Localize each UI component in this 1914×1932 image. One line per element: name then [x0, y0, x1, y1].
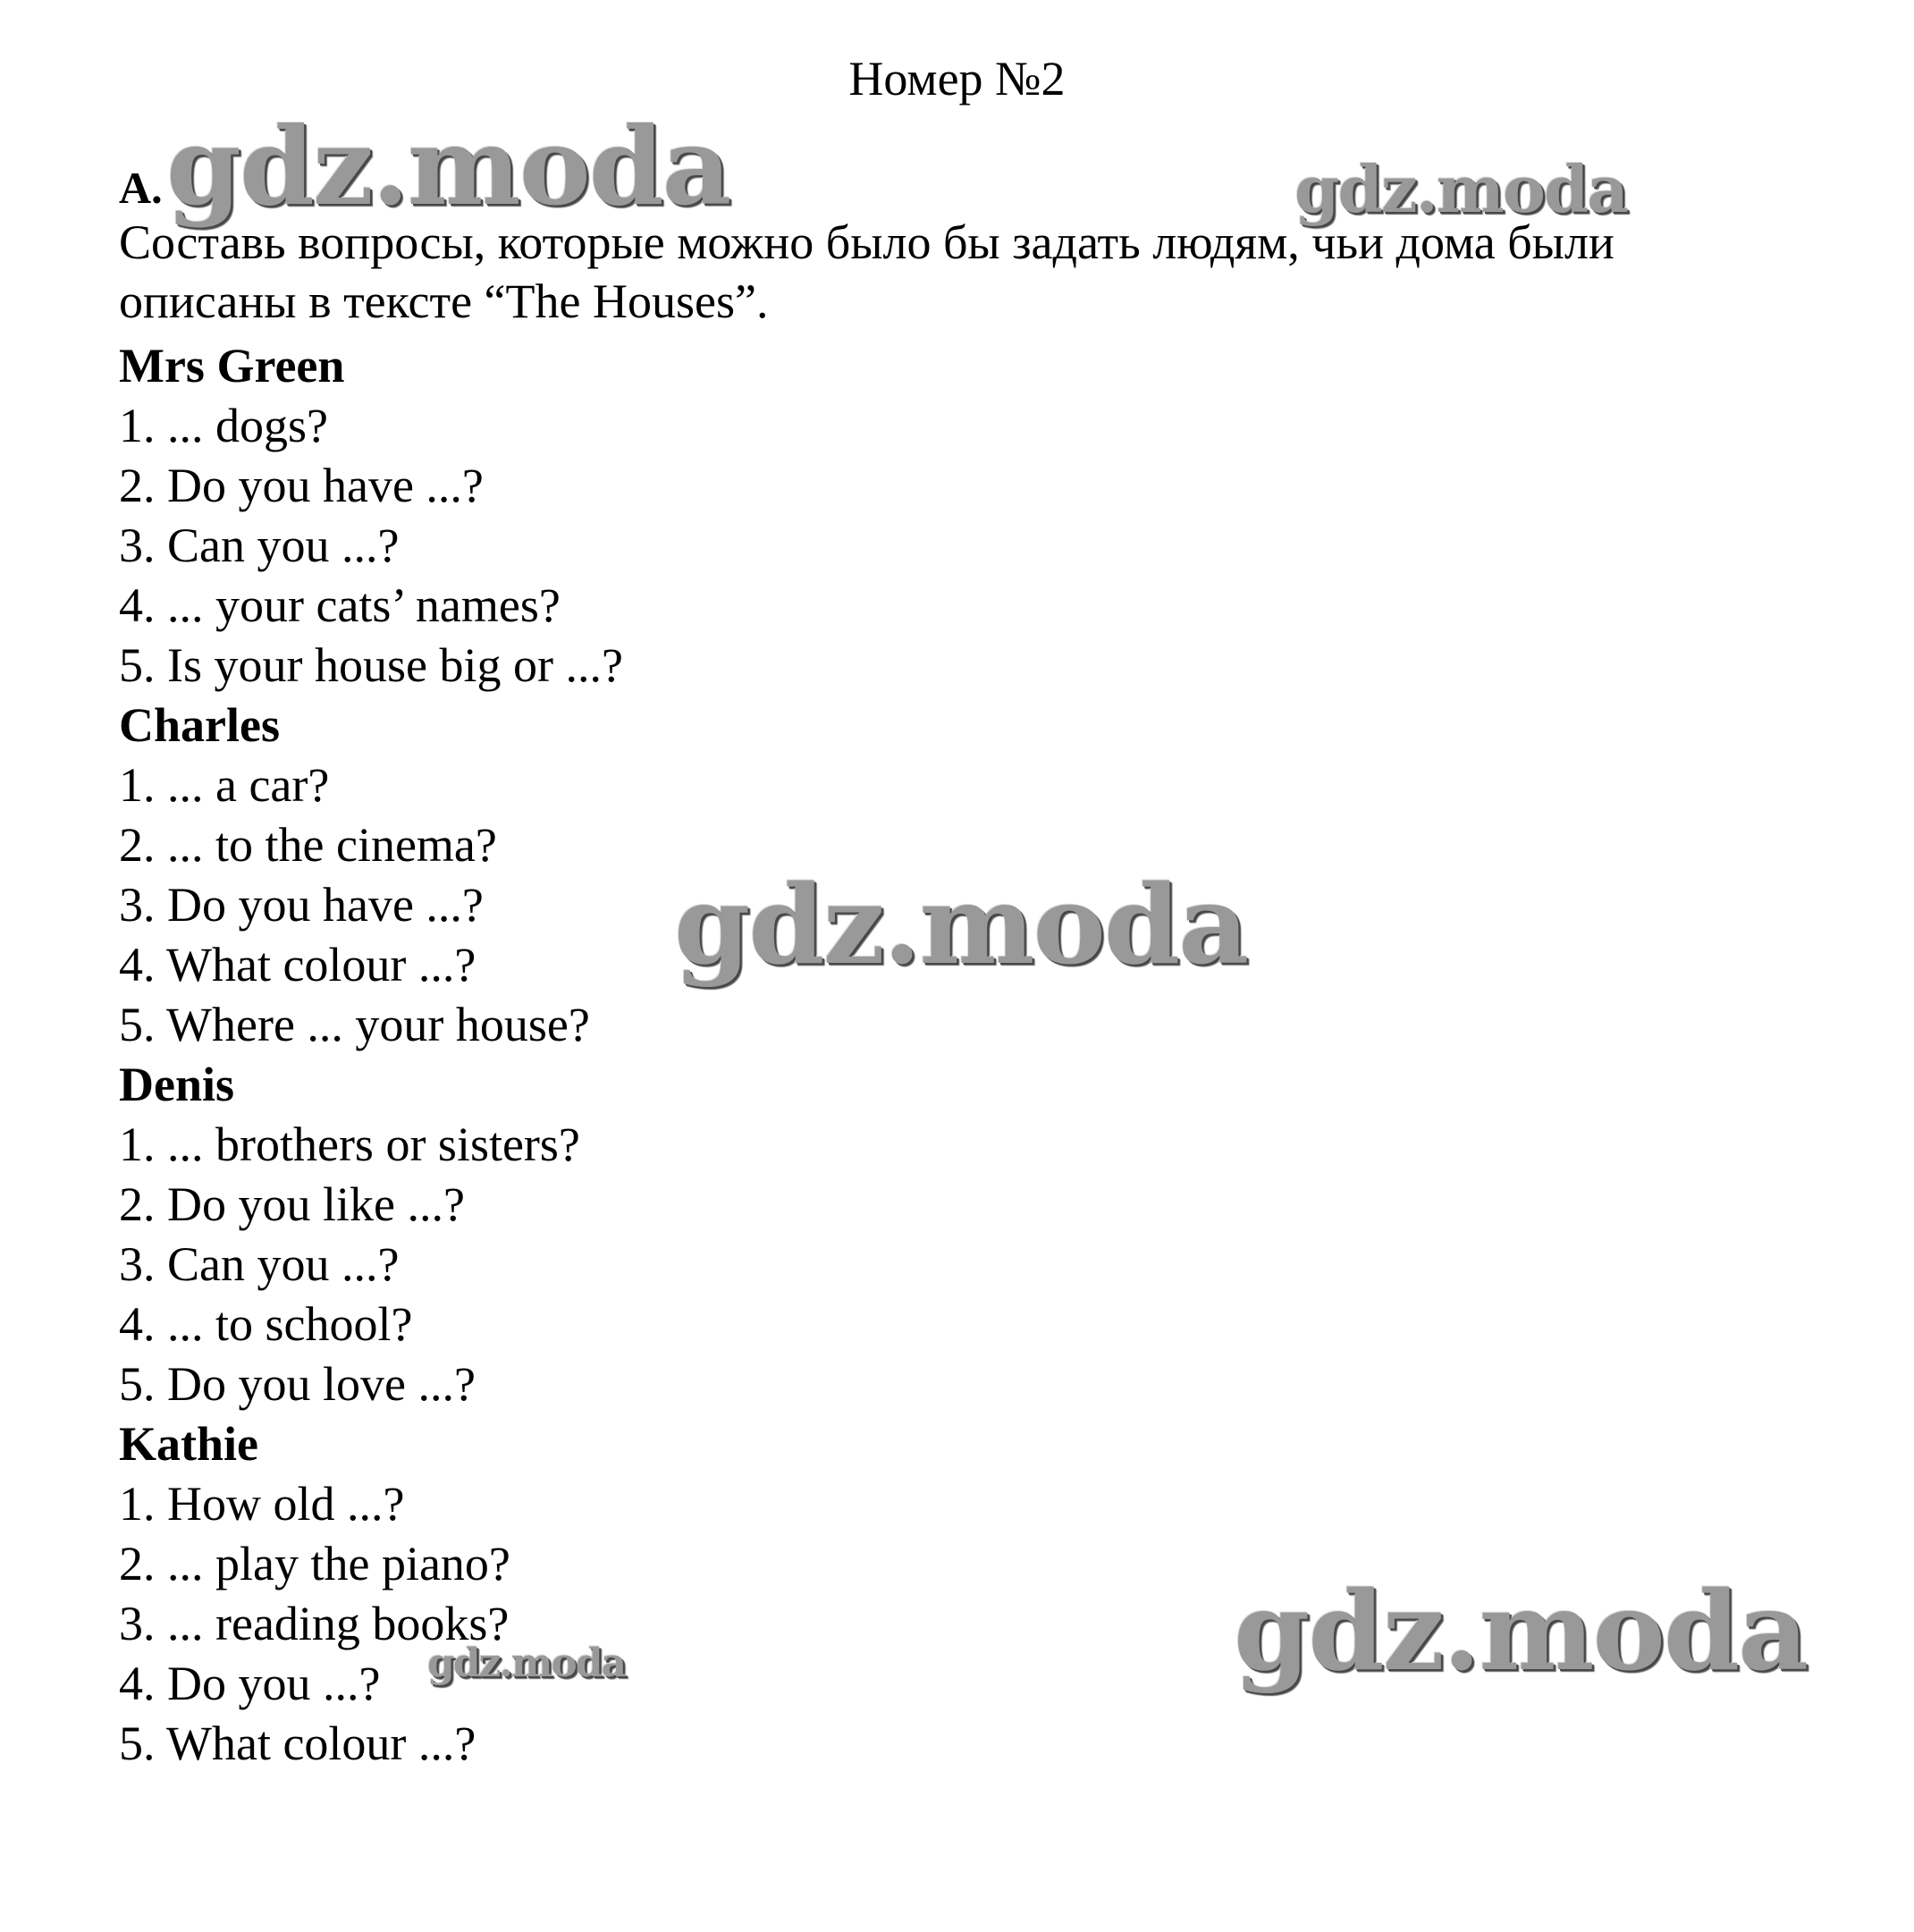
watermark-logo: gdz.moda	[1234, 1566, 1808, 1695]
watermark-logo: gdz.moda	[674, 860, 1248, 989]
task-instruction: Составь вопросы, которые можно было бы задать людям, чьи дома были описаны в тексте “The Houses”.	[119, 215, 1615, 328]
section-denis	[119, 1055, 1817, 1414]
question-item: 5. What colour ...?	[119, 1717, 476, 1770]
page-title: Номер №2	[848, 52, 1066, 105]
question-item: 2. Do you have ...?	[119, 459, 484, 512]
question-item: 2. ... to the cinema?	[119, 818, 497, 872]
section-heading: Charles	[119, 698, 280, 752]
question-item: 5. Do you love ...?	[119, 1357, 476, 1411]
watermark-logo: gdz.moda	[1294, 151, 1627, 227]
question-item: 1. ... dogs?	[119, 399, 328, 452]
question-item: 2. ... play the piano?	[119, 1537, 510, 1590]
question-item: 5. Where ... your house?	[119, 998, 590, 1051]
question-item: 1. How old ...?	[119, 1477, 405, 1531]
question-item: 3. ... reading books?	[119, 1597, 510, 1650]
question-item: 4. Do you ...?	[119, 1657, 381, 1710]
question-item: 1. ... a car?	[119, 758, 330, 812]
question-item: 3. Can you ...?	[119, 1237, 400, 1291]
question-item: 4. ... to school?	[119, 1297, 413, 1351]
question-item: 5. Is your house big or ...?	[119, 638, 623, 692]
question-item: 4. What colour ...?	[119, 938, 476, 991]
question-item: 4. ... your cats’ names?	[119, 578, 561, 632]
question-item: 1. ... brothers or sisters?	[119, 1118, 580, 1171]
watermark-logo: gdz.moda	[427, 1641, 626, 1686]
question-item: 2. Do you like ...?	[119, 1177, 465, 1231]
section-heading: Denis	[119, 1058, 235, 1111]
watermark-logo: gdz.moda	[166, 104, 730, 230]
section-heading: Mrs Green	[119, 339, 345, 392]
question-item: 3. Can you ...?	[119, 519, 400, 572]
section-mrs-green	[119, 336, 1817, 696]
exercise-label: A.	[119, 163, 163, 213]
section-heading: Kathie	[119, 1417, 258, 1471]
document-body	[119, 213, 1817, 1774]
question-item: 3. Do you have ...?	[119, 878, 484, 932]
